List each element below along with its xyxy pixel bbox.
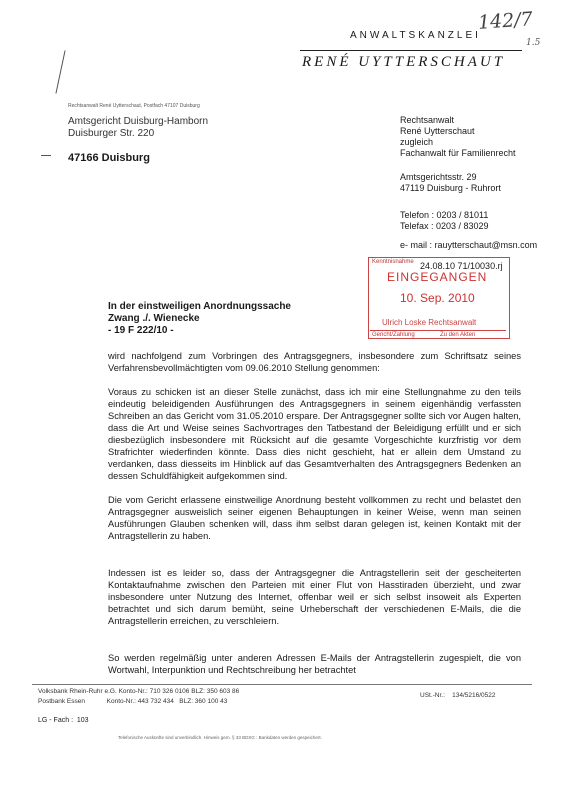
lawyer-street: Amtsgerichtsstr. 29 [400,172,477,182]
lawyer-name: René Uytterschaut [400,126,475,136]
letterhead-rule [300,50,522,51]
lawyer-phone [400,210,489,232]
case-reference [108,301,291,337]
lawyer-telefon: Telefon : 0203 / 81011 [400,210,489,220]
stamp-field2: Zu den Akten [440,332,476,338]
stamp-heading: EINGEGANGEN [387,270,488,284]
paragraph-2: Voraus zu schicken ist an dieser Stelle zunächst, dass ich mir eine Stellungnahme zu den teils eindeutig beleidigenden Ausführungen des Antragsgegners in seinem eigenhändig verfassten Schreiben an das Gericht vom 31.05.2010 erspare. Der Antragsgegner sollte sich vor Augen halten, dass die Art und Weise seines Sachvortrages den Tatbestand der Beleidigung erfüllt und er sich diesbezüglich insbesondere mit Rücksicht auf die gesamte Vorgeschichte kurzfristig vor dem Strafrichter wiederfinden könnte. Dass dies nicht geschieht, hat er allein dem Umstand zu verdanken, dass diesseits im Hinblick auf das Gesamtverhalten des Antragsgegners Bedenken an dessen Schuldfähigkeit aufgekommen sind. [108,387,521,481]
recipient-line1: Amtsgericht Duisburg-Hamborn [68,116,209,127]
handwritten-number: 142/7 [477,8,534,34]
footer-note: Telefonische Auskünfte sind unverbindlich. Hinweis gem. § 33 BDSG : Bankdaten werden gespeichert. [118,735,322,740]
lawyer-also: zugleich [400,137,434,147]
paragraph-3: Die vom Gericht erlassene einstweilige Anordnung besteht vollkommen zu recht und belastet den Antragsgegner ausweislich seiner eigenen Behauptungen in keiner Weise, wenn man seinen Ausführungen Glauben schenken will, dass ihm selbst daran gelegen ist, keinen Kontakt mit der Antragstellerin zu haben. [108,495,521,541]
letterhead-name: RENÉ UYTTERSCHAUT [302,54,506,70]
footer-bank2: Postbank Essen Konto-Nr.: 443 732 434 BLZ: 360 100 43 [38,698,228,705]
sender-line: Rechtsanwalt René Uytterschaut, Postfach 47107 Duisburg [68,103,200,109]
footer-ust: USt.-Nr.: 134/5216/0522 [420,692,496,699]
letterhead-kanzlei: ANWALTSKANZLEI [350,30,481,41]
paragraph-5: So werden regelmäßig unter anderen Adressen E-Mails der Antragstellerin zugespielt, die von Wortwahl, Interpunktion und Rechtschreibung her betrachtet [108,653,521,675]
stamp-divider [370,330,506,331]
case-line2: Zwang ./. Wienecke [108,313,200,324]
paragraph-4: Indessen ist es leider so, dass der Antragsgegner die Antragstellerin seit der gescheiterten Kontaktaufnahme zwischen den Parteien mit einer Flut von Hasstiraden überzieht, und zwar insbesondere unter Nutzung des Internet, offenbar weil er sich selbst insoweit als Experten betrachtet und sich darum bemüht, seine Urheberschaft der verschiedenen E-Mails, die die Antragstellerin erreichen, zu verschleiern. [108,568,521,626]
recipient-city: 47166 Duisburg [68,152,150,164]
lawyer-city: 47119 Duisburg - Ruhrort [400,183,501,193]
recipient-address [68,116,208,140]
stamp-field1: Gericht/Zahlung [372,332,415,338]
stamp-handwritten: 24.08.10 71/10030.rj [420,261,503,271]
stamp-top-label: Kenntnisnahme [372,259,414,265]
lawyer-title: Rechtsanwalt [400,115,455,125]
handwritten-small: 1.5 [526,38,541,48]
case-line1: In der einstweiligen Anordnungssache [108,301,291,312]
pen-mark [55,50,65,93]
footer-lgfach: LG - Fach : 103 [38,717,89,724]
paragraph-1: wird nachfolgend zum Vorbringen des Antragsgegners, insbesondere zum Schriftsatz seines Verfahrensbevollmächtigten vom 09.06.2010 Stellung genommen: [108,351,521,373]
stamp-name: Ulrich Loske Rechtsanwalt [382,318,477,327]
fold-mark [41,155,51,156]
lawyer-info [400,115,516,159]
lawyer-address [400,172,501,194]
lawyer-telefax: Telefax : 0203 / 83029 [400,221,489,231]
stamp-date: 10. Sep. 2010 [400,291,475,305]
lawyer-email: e- mail : rauytterschaut@msn.com [400,240,538,250]
case-line3: - 19 F 222/10 - [108,325,174,336]
recipient-line2: Duisburger Str. 220 [68,128,155,139]
footer-rule [32,684,532,685]
lawyer-spec: Fachanwalt für Familienrecht [400,148,516,158]
footer-bank1: Volksbank Rhein-Ruhr e.G. Konto-Nr.: 710 326 0106 BLZ: 350 603 86 [38,688,240,695]
